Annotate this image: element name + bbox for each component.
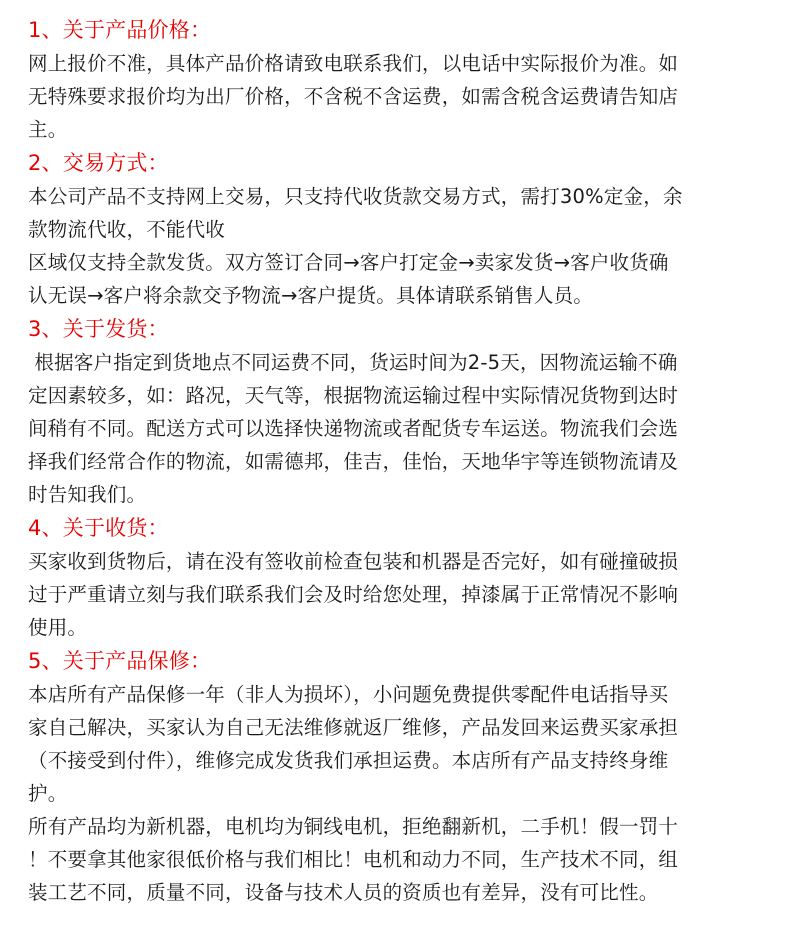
section-heading-trade: 2、交易方式： <box>28 151 169 175</box>
section-text-line: 认无误→客户将余款交予物流→客户提货。具体请联系销售人员。 <box>28 284 593 307</box>
section-text-line: 网上报价不准，具体产品价格请致电联系我们，以电话中实际报价为准。如 <box>28 52 679 75</box>
section-text-line: 时告知我们。 <box>28 483 147 506</box>
section-heading-price: 1、关于产品价格： <box>28 18 212 42</box>
section-text-line: 根据客户指定到货地点不同运费不同，货运时间为2-5天，因物流运输不确 <box>28 351 678 374</box>
section-text-line: 家自己解决，买家认为自己无法维修就返厂维修，产品发回来运费买家承担 <box>28 716 679 739</box>
section-text-line: 择我们经常合作的物流，如需德邦，佳吉，佳怡，天地华宇等连锁物流请及 <box>28 450 679 473</box>
section-text-line: （不接受到付件），维修完成发货我们承担运费。本店所有产品支持终身维 <box>28 749 669 772</box>
section-text-line: 装工艺不同，质量不同，设备与技术人员的资质也有差异，没有可比性。 <box>28 881 659 904</box>
section-text-line: 本店所有产品保修一年（非人为损坏），小问题免费提供零配件电话指导买 <box>28 683 669 706</box>
section-text-line: 买家收到货物后，请在没有签收前检查包装和机器是否完好，如有碰撞破损 <box>28 550 679 573</box>
section-text-line: 无特殊要求报价均为出厂价格，不含税不含运费，如需含税含运费请告知店 <box>28 85 679 108</box>
section-heading-warranty: 5、关于产品保修： <box>28 649 212 673</box>
section-text-line: 区域仅支持全款发货。双方签订合同→客户打定金→卖家发货→客户收货确 <box>28 251 669 274</box>
section-heading-shipping: 3、关于发货： <box>28 317 169 341</box>
section-text-line: 过于严重请立刻与我们联系我们会及时给您处理，掉漆属于正常情况不影响 <box>28 583 679 606</box>
section-text-line: 定因素较多，如：路况，天气等，根据物流运输过程中实际情况货物到达时 <box>28 384 679 407</box>
section-heading-receiving: 4、关于收货： <box>28 516 169 540</box>
section-text-line: 本公司产品不支持网上交易，只支持代收货款交易方式，需打30%定金，余 <box>28 185 683 208</box>
section-text-line: 护。 <box>28 782 68 805</box>
section-text-line: 主。 <box>28 118 68 141</box>
section-text-line: 所有产品均为新机器，电机均为铜线电机，拒绝翻新机，二手机！假一罚十 <box>28 815 679 838</box>
section-text-line: 款物流代收，不能代收 <box>28 218 226 241</box>
section-text-line: 使用。 <box>28 616 88 639</box>
section-text-line: 间稍有不同。配送方式可以选择快递物流或者配货专车运送。物流我们会选 <box>28 417 679 440</box>
section-text-line: ！不要拿其他家很低价格与我们相比！电机和动力不同，生产技术不同，组 <box>28 848 679 871</box>
